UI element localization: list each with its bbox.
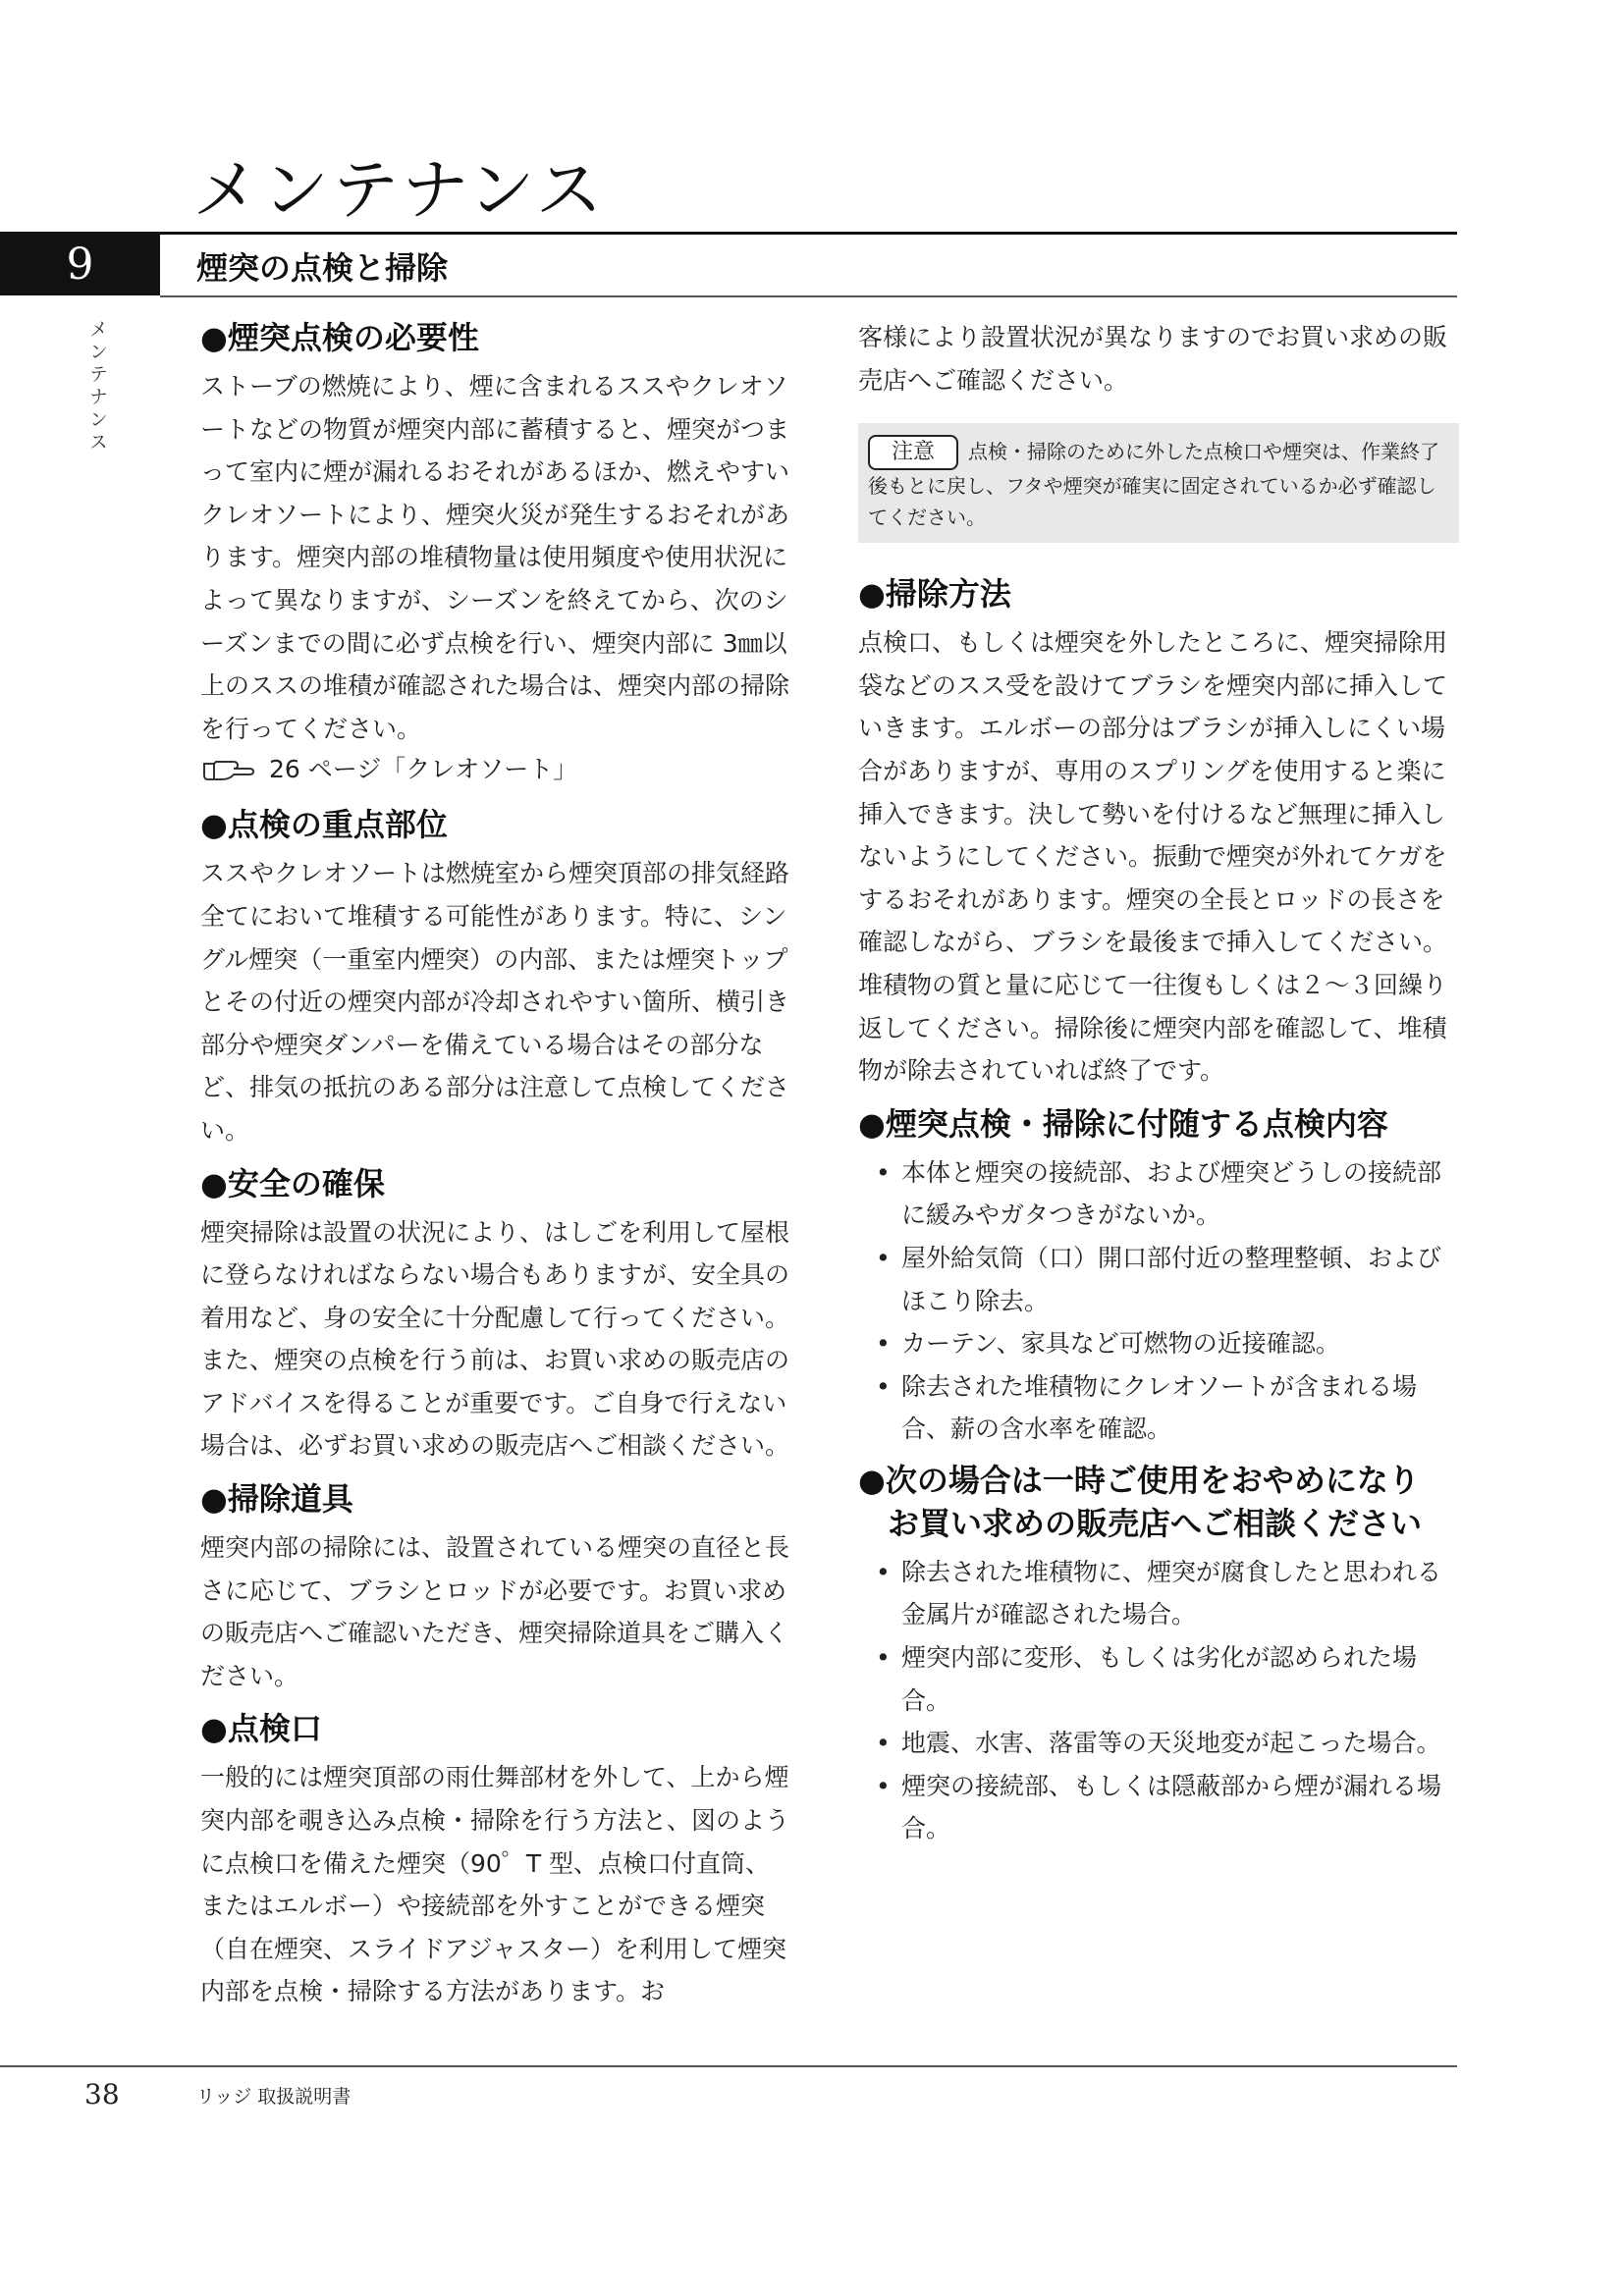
- section-title: 煙突の点検と掃除: [196, 249, 449, 287]
- heading: ●点検口: [200, 1710, 322, 1748]
- block-cleaning-method: [858, 572, 1459, 1102]
- heading: ●点検の重点部位: [200, 806, 448, 844]
- footer-divider: [0, 2065, 1457, 2067]
- heading: ●掃除道具: [200, 1480, 353, 1519]
- paragraph: 煙突内部の掃除には、設置されている煙突の直径と長さに応じて、ブラシとロッドが必要です。お買い求めの販売店へご確認いただき、煙突掃除道具をご購入ください。: [200, 1533, 790, 1690]
- block-inspection-points: [200, 803, 789, 1161]
- block-inspection-port: [200, 1707, 789, 2013]
- paragraph: 一般的には煙突頂部の雨仕舞部材を外して、上から煙突内部を覗き込み点検・掃除を行う方法と、図のように点検口を備えた煙突（90゜T 型、点検口付直筒、またはエルボー）や接続部を外すことができる煙突（自在煙突、スライドアジャスター）を利用して煙突内部を点検・掃除する方法があります。お: [200, 1763, 790, 2006]
- paragraph: 煙突掃除は設置の状況により、はしごを利用して屋根に登らなければならない場合もありますが、安全具の着用など、身の安全に十分配慮して行ってください。また、煙突の点検を行う前は、お買い求めの販売店のアドバイスを得ることが重要です。ご自身で行えない場合は、必ずお買い求めの販売店へご相談ください。: [200, 1217, 790, 1461]
- list-item: • 煙突の接続部、もしくは隠蔽部から煙が漏れる場合。: [901, 1765, 1459, 1850]
- caution-note: [858, 423, 1459, 543]
- caution-text: 点検・掃除のために外した点検口や煙突は、作業終了後もとに戻し、フタや煙突が確実に固定されているか必ず確認してください。: [868, 440, 1440, 530]
- list-item: • 除去された堆積物に、煙突が腐食したと思われる金属片が確認された場合。: [901, 1551, 1459, 1636]
- paragraph: ストーブの燃焼により、煙に含まれるススやクレオソートなどの物質が煙突内部に蓄積すると、煙突がつまって室内に煙が漏れるおそれがあるほか、燃えやすいクレオソートにより、煙突火災が発生するおそれがあります。煙突内部の堆積物量は使用頻度や使用状況によって異なりますが、シーズンを終えてから、次のシーズンまでの間に必ず点検を行い、煙突内部に 3㎜以上のススの堆積が確認された場合は、煙突内部の掃除を行ってください。: [200, 372, 790, 743]
- footer-document-title: リッジ 取扱説明書: [196, 2086, 352, 2108]
- heading-line-1: ●次の場合は一時ご使用をおやめになり: [858, 1461, 1420, 1499]
- bullet-list: [858, 1151, 1459, 1451]
- list-item: • 煙突内部に変形、もしくは劣化が認められた場合。: [901, 1636, 1459, 1722]
- block-safety: [200, 1162, 789, 1478]
- list-item: • 除去された堆積物にクレオソートが含まれる場合、薪の含水率を確認。: [901, 1365, 1459, 1451]
- right-column: [858, 316, 1459, 1858]
- list-item: • 屋外給気筒（口）開口部付近の整理整頓、およびほこり除去。: [901, 1237, 1459, 1322]
- paragraph: 点検口、もしくは煙突を外したところに、煙突掃除用袋などのスス受を設けてブラシを煙突内部に挿入していきます。エルボーの部分はブラシが挿入しにくい場合がありますが、専用のスプリングを使用すると楽に挿入できます。決して勢いを付けるなど無理に挿入しないようにしてください。振動で煙突が外れてケガをするおそれがあります。煙突の全長とロッドの長さを確認しながら、ブラシを最後まで挿入してください。堆積物の質と量に応じて一往復もしくは２～３回繰り返してください。掃除後に煙突内部を確認して、堆積物が除去されていれば終了です。: [858, 628, 1448, 1086]
- bullet-list: [858, 1551, 1459, 1850]
- heading: [858, 1459, 1459, 1545]
- caution-badge: 注意: [868, 435, 958, 470]
- side-chapter-label: メンテナンス: [86, 319, 108, 454]
- block-cleaning-tools: [200, 1477, 789, 1707]
- reference-text: 26 ページ「クレオソート」: [269, 755, 578, 784]
- list-item: • 本体と煙突の接続部、および煙突どうしの接続部に緩みやガタつきがないか。: [901, 1151, 1459, 1237]
- block-chimney-inspection-need: [200, 316, 789, 789]
- heading: ●煙突点検の必要性: [200, 319, 479, 356]
- list-item: • 地震、水害、落雷等の天災地変が起こった場合。: [901, 1722, 1459, 1765]
- pointing-hand-icon: [200, 758, 261, 781]
- page-number: 38: [84, 2078, 120, 2110]
- section-divider: [160, 295, 1457, 297]
- page-reference[interactable]: [200, 750, 789, 789]
- block-related-checks: [858, 1102, 1459, 1451]
- heading: ●掃除方法: [858, 575, 1011, 614]
- heading-line-2: お買い求めの販売店へご相談ください: [888, 1504, 1423, 1542]
- title-divider: [0, 232, 1457, 235]
- heading: ●安全の確保: [200, 1164, 385, 1202]
- block-stop-use: [858, 1459, 1459, 1850]
- paragraph-continuation: 客様により設置状況が異なりますのでお買い求めの販売店へご確認ください。: [858, 323, 1448, 395]
- list-item: • カーテン、家具など可燃物の近接確認。: [901, 1322, 1459, 1365]
- heading: ●煙突点検・掃除に付随する点検内容: [858, 1104, 1388, 1143]
- paragraph: ススやクレオソートは燃焼室から煙突頂部の排気経路全てにおいて堆積する可能性があります。特に、シングル煙突（一重室内煙突）の内部、または煙突トップとその付近の煙突内部が冷却されやすい箇所、横引き部分や煙突ダンパーを備えている場合はその部分など、排気の抵抗のある部分は注意して点検してください。: [200, 859, 790, 1145]
- left-column: [200, 316, 789, 2013]
- page-title: メンテナンス: [192, 152, 606, 230]
- section-number: 9: [0, 235, 160, 295]
